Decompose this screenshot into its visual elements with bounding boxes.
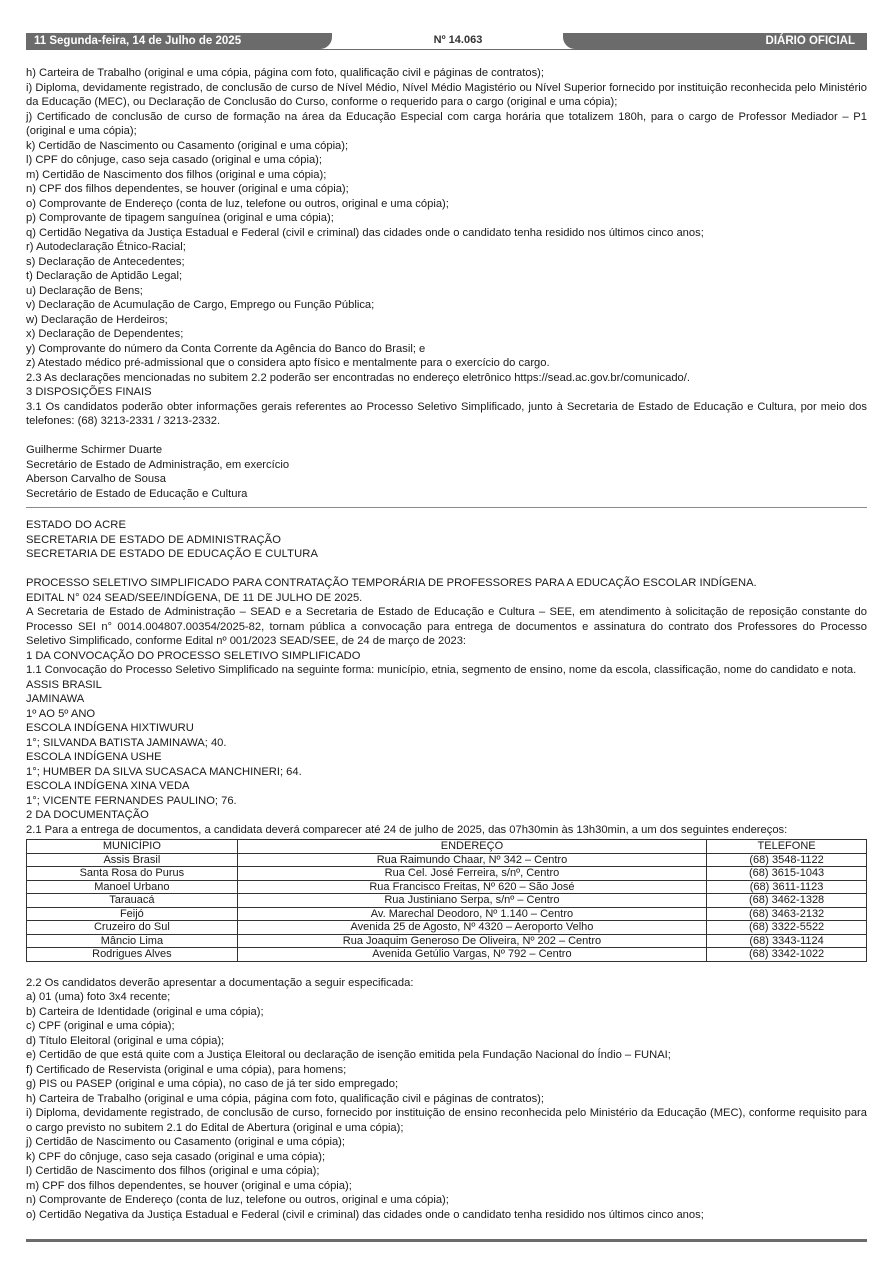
cell-phone: (68) 3615-1043 bbox=[707, 867, 867, 881]
list-item: c) CPF (original e uma cópia); bbox=[26, 1020, 175, 1032]
cell-municipality: Santa Rosa do Purus bbox=[27, 867, 238, 881]
list-item: l) CPF do cônjuge, caso seja casado (original e uma cópia); bbox=[26, 154, 322, 166]
list-item: g) PIS ou PASEP (original e uma cópia), no caso de já ter sido empregado; bbox=[26, 1078, 399, 1090]
table-row bbox=[27, 934, 867, 948]
cell-address: Av. Marechal Deodoro, Nº 1.140 – Centro bbox=[237, 907, 706, 921]
list-item: 2.3 As declarações mencionadas no subitem 2.2 poderão ser encontradas no endereço eletrônico https://sead.ac.gov.br/comunicado/. bbox=[26, 371, 690, 384]
column-header-phone: TELEFONE bbox=[707, 840, 867, 854]
school-name: ESCOLA INDÍGENA XINA VEDA bbox=[26, 780, 190, 792]
section-heading: 3 DISPOSIÇÕES FINAIS bbox=[26, 386, 152, 398]
list-item: y) Comprovante do número da Conta Corrente da Agência do Banco do Brasil; e bbox=[26, 342, 426, 355]
cell-phone: (68) 3463-2132 bbox=[707, 907, 867, 921]
candidate-entry: 1°; SILVANDA BATISTA JAMINAWA; 40. bbox=[26, 736, 227, 749]
paragraph: 2.2 Os candidatos deverão apresentar a documentação a seguir especificada: bbox=[26, 976, 414, 989]
addresses-table bbox=[26, 839, 867, 962]
document-items-continued bbox=[26, 66, 867, 429]
list-item: x) Declaração de Dependentes; bbox=[26, 328, 184, 340]
paragraph: 1.1 Convocação do Processo Seletivo Simplificado na seguinte forma: município, etnia, segmento de ensino, nome da escola, classificação, nome do candidato e nota. bbox=[26, 664, 857, 676]
table-row bbox=[27, 907, 867, 921]
signatory-title: Secretário de Estado de Educação e Cultura bbox=[26, 487, 248, 500]
list-item: n) CPF dos filhos dependentes, se houver (original e uma cópia); bbox=[26, 183, 349, 195]
list-item: i) Diploma, devidamente registrado, de conclusão de curso, fornecido por instituição de ensino reconhecida pelo Ministério da Educação (MEC), conforme requisito para o cargo previsto no subitem 2.1 do Edital de Abertura (original e uma cópia); bbox=[26, 1107, 867, 1134]
list-item: s) Declaração de Antecedentes; bbox=[26, 255, 185, 268]
header-edition-number: Nº 14.063 bbox=[433, 34, 483, 46]
signature-block bbox=[26, 443, 867, 501]
list-item: m) CPF dos filhos dependentes, se houver (original e uma cópia); bbox=[26, 1179, 352, 1192]
header-date: 11 Segunda-feira, 14 de Julho de 2025 bbox=[26, 33, 332, 49]
org-line: ESTADO DO ACRE bbox=[26, 519, 127, 531]
list-item: v) Declaração de Acumulação de Cargo, Emprego ou Função Pública; bbox=[26, 299, 375, 311]
org-line: SECRETARIA DE ESTADO DE EDUCAÇÃO E CULTURA bbox=[26, 548, 319, 560]
list-item: q) Certidão Negativa da Justiça Estadual e Federal (civil e criminal) das cidades onde o candidato tenha residido nos últimos cinco anos; bbox=[26, 226, 704, 239]
cell-municipality: Manoel Urbano bbox=[27, 880, 238, 894]
cell-address: Avenida 25 de Agosto, Nº 4320 – Aeroporto Velho bbox=[237, 921, 706, 935]
list-item: w) Declaração de Herdeiros; bbox=[26, 313, 168, 326]
list-item: a) 01 (uma) foto 3x4 recente; bbox=[26, 991, 171, 1003]
convocation-list bbox=[26, 649, 867, 838]
footer-rule bbox=[26, 1239, 867, 1242]
list-item: b) Carteira de Identidade (original e uma cópia); bbox=[26, 1005, 264, 1018]
paragraph: 3.1 Os candidatos poderão obter informações gerais referentes ao Processo Seletivo Simplificado, junto à Secretaria de Estado de Educação e Cultura, por meio dos telefones: (68) 3213-2331 / 3213-2332. bbox=[26, 400, 867, 427]
list-item: h) Carteira de Trabalho (original e uma cópia, página com foto, qualificação civil e páginas de contratos); bbox=[26, 1092, 545, 1105]
cell-phone: (68) 3548-1122 bbox=[707, 853, 867, 867]
table-row bbox=[27, 894, 867, 908]
list-item: e) Certidão de que está quite com a Justiça Eleitoral ou declaração de isenção emitida pela Fundação Nacional do Índio – FUNAI; bbox=[26, 1049, 671, 1061]
issuing-organization bbox=[26, 518, 867, 562]
cell-phone: (68) 3322-5522 bbox=[707, 921, 867, 935]
list-item: j) Certificado de conclusão de curso de formação na área da Educação Especial com carga horária que totalizem 180h, para o cargo de Professor Mediador – P1 (original e uma cópia); bbox=[26, 110, 867, 137]
cell-municipality: Feijó bbox=[27, 907, 238, 921]
section-divider bbox=[26, 507, 867, 508]
signatory-name: Aberson Carvalho de Sousa bbox=[26, 473, 166, 485]
list-item: u) Declaração de Bens; bbox=[26, 284, 143, 297]
teaching-segment: 1º AO 5º ANO bbox=[26, 707, 96, 720]
header-rule bbox=[26, 49, 867, 50]
cell-municipality: Rodrigues Alves bbox=[27, 948, 238, 962]
column-header-municipality: MUNICÍPIO bbox=[27, 840, 238, 854]
list-item: n) Comprovante de Endereço (conta de luz, telefone ou outros, original e uma cópia); bbox=[26, 1194, 449, 1206]
cell-address: Rua Cel. José Ferreira, s/nº, Centro bbox=[237, 867, 706, 881]
cell-address: Rua Joaquim Generoso De Oliveira, Nº 202 – Centro bbox=[237, 934, 706, 948]
school-name: ESCOLA INDÍGENA USHE bbox=[26, 751, 162, 763]
list-item: r) Autodeclaração Étnico-Racial; bbox=[26, 241, 186, 253]
list-item: o) Certidão Negativa da Justiça Estadual e Federal (civil e criminal) das cidades onde o candidato tenha residido nos últimos cinco anos; bbox=[26, 1208, 704, 1221]
candidate-entry: 1°; HUMBER DA SILVA SUCASACA MANCHINERI; 64. bbox=[26, 765, 302, 778]
cell-address: Avenida Getúlio Vargas, Nº 792 – Centro bbox=[237, 948, 706, 962]
municipality: ASSIS BRASIL bbox=[26, 678, 102, 691]
section-heading: 1 DA CONVOCAÇÃO DO PROCESSO SELETIVO SIMPLIFICADO bbox=[26, 649, 361, 662]
list-item: i) Diploma, devidamente registrado, de conclusão de curso de Nível Médio, Nível Médio Magistério ou Nível Superior fornecido por instituição reconhecida pelo Ministério da Educação (MEC), ou Declaração de Conclusão do Curso, conforme o requerido para o cargo (original e uma cópia); bbox=[26, 81, 867, 108]
list-item: t) Declaração de Aptidão Legal; bbox=[26, 270, 183, 282]
list-item: j) Certidão de Nascimento ou Casamento (original e uma cópia); bbox=[26, 1136, 345, 1148]
cell-address: Rua Raimundo Chaar, Nº 342 – Centro bbox=[237, 853, 706, 867]
list-item: p) Comprovante de tipagem sanguínea (original e uma cópia); bbox=[26, 212, 334, 224]
column-header-address: ENDEREÇO bbox=[237, 840, 706, 854]
paragraph: 2.1 Para a entrega de documentos, a candidata deverá comparecer até 24 de julho de 2025, das 07h30min às 13h30min, a um dos seguintes endereços: bbox=[26, 823, 788, 836]
edital-intro: A Secretaria de Estado de Administração – SEAD e a Secretaria de Estado de Educação e Cultura – SEE, em atendimento à solicitação de reposição constante do Processo SEI n° 0014.004807.00354/2025-82, tornam pública a convocação para entrega de documentos e assinatura do contrato dos Professores do Processo Seletivo Simplificado, conforme Edital nº 001/2023 SEAD/SEE, de 24 de março de 2023: bbox=[26, 606, 867, 647]
signatory-name: Guilherme Schirmer Duarte bbox=[26, 444, 163, 456]
table-row bbox=[27, 921, 867, 935]
cell-municipality: Assis Brasil bbox=[27, 853, 238, 867]
list-item: o) Comprovante de Endereço (conta de luz, telefone ou outros, original e uma cópia); bbox=[26, 197, 449, 210]
cell-phone: (68) 3462-1328 bbox=[707, 894, 867, 908]
list-item: m) Certidão de Nascimento dos filhos (original e uma cópia); bbox=[26, 168, 327, 181]
ethnicity: JAMINAWA bbox=[26, 693, 85, 705]
list-item: z) Atestado médico pré-admissional que o considera apto físico e mentalmente para o exercício do cargo. bbox=[26, 357, 550, 369]
list-item: h) Carteira de Trabalho (original e uma cópia, página com foto, qualificação civil e páginas de contratos); bbox=[26, 67, 545, 79]
cell-municipality: Mâncio Lima bbox=[27, 934, 238, 948]
table-row bbox=[27, 948, 867, 962]
signatory-title: Secretário de Estado de Administração, em exercício bbox=[26, 458, 290, 471]
section-heading: 2 DA DOCUMENTAÇÃO bbox=[26, 809, 149, 821]
candidate-entry: 1°; VICENTE FERNANDES PAULINO; 76. bbox=[26, 794, 237, 807]
cell-address: Rua Francisco Freitas, Nº 620 – São José bbox=[237, 880, 706, 894]
org-line: SECRETARIA DE ESTADO DE ADMINISTRAÇÃO bbox=[26, 533, 282, 546]
list-item: l) Certidão de Nascimento dos filhos (original e uma cópia); bbox=[26, 1165, 320, 1177]
page-content bbox=[26, 66, 867, 1222]
list-item: k) Certidão de Nascimento ou Casamento (original e uma cópia); bbox=[26, 139, 349, 152]
list-item: d) Título Eleitoral (original e uma cópia); bbox=[26, 1034, 225, 1047]
cell-municipality: Cruzeiro do Sul bbox=[27, 921, 238, 935]
cell-phone: (68) 3342-1022 bbox=[707, 948, 867, 962]
cell-municipality: Tarauacá bbox=[27, 894, 238, 908]
list-item: f) Certificado de Reservista (original e uma cópia), para homens; bbox=[26, 1063, 347, 1076]
cell-address: Rua Justiniano Serpa, s/nº – Centro bbox=[237, 894, 706, 908]
table-row bbox=[27, 880, 867, 894]
edital-title: PROCESSO SELETIVO SIMPLIFICADO PARA CONTRATAÇÃO TEMPORÁRIA DE PROFESSORES PARA A EDUCAÇÃO ESCOLAR INDÍGENA. bbox=[26, 577, 757, 589]
list-item: k) CPF do cônjuge, caso seja casado (original e uma cópia); bbox=[26, 1150, 326, 1163]
required-documents-list bbox=[26, 976, 867, 1223]
cell-phone: (68) 3611-1123 bbox=[707, 880, 867, 894]
table-header-row bbox=[27, 840, 867, 854]
table-row bbox=[27, 867, 867, 881]
school-name: ESCOLA INDÍGENA HIXTIWURU bbox=[26, 722, 194, 734]
edital-number: EDITAL N° 024 SEAD/SEE/INDÍGENA, DE 11 DE JULHO DE 2025. bbox=[26, 591, 363, 604]
table-row bbox=[27, 853, 867, 867]
cell-phone: (68) 3343-1124 bbox=[707, 934, 867, 948]
page-header bbox=[26, 33, 867, 51]
header-publication-title: DIÁRIO OFICIAL bbox=[563, 33, 867, 49]
